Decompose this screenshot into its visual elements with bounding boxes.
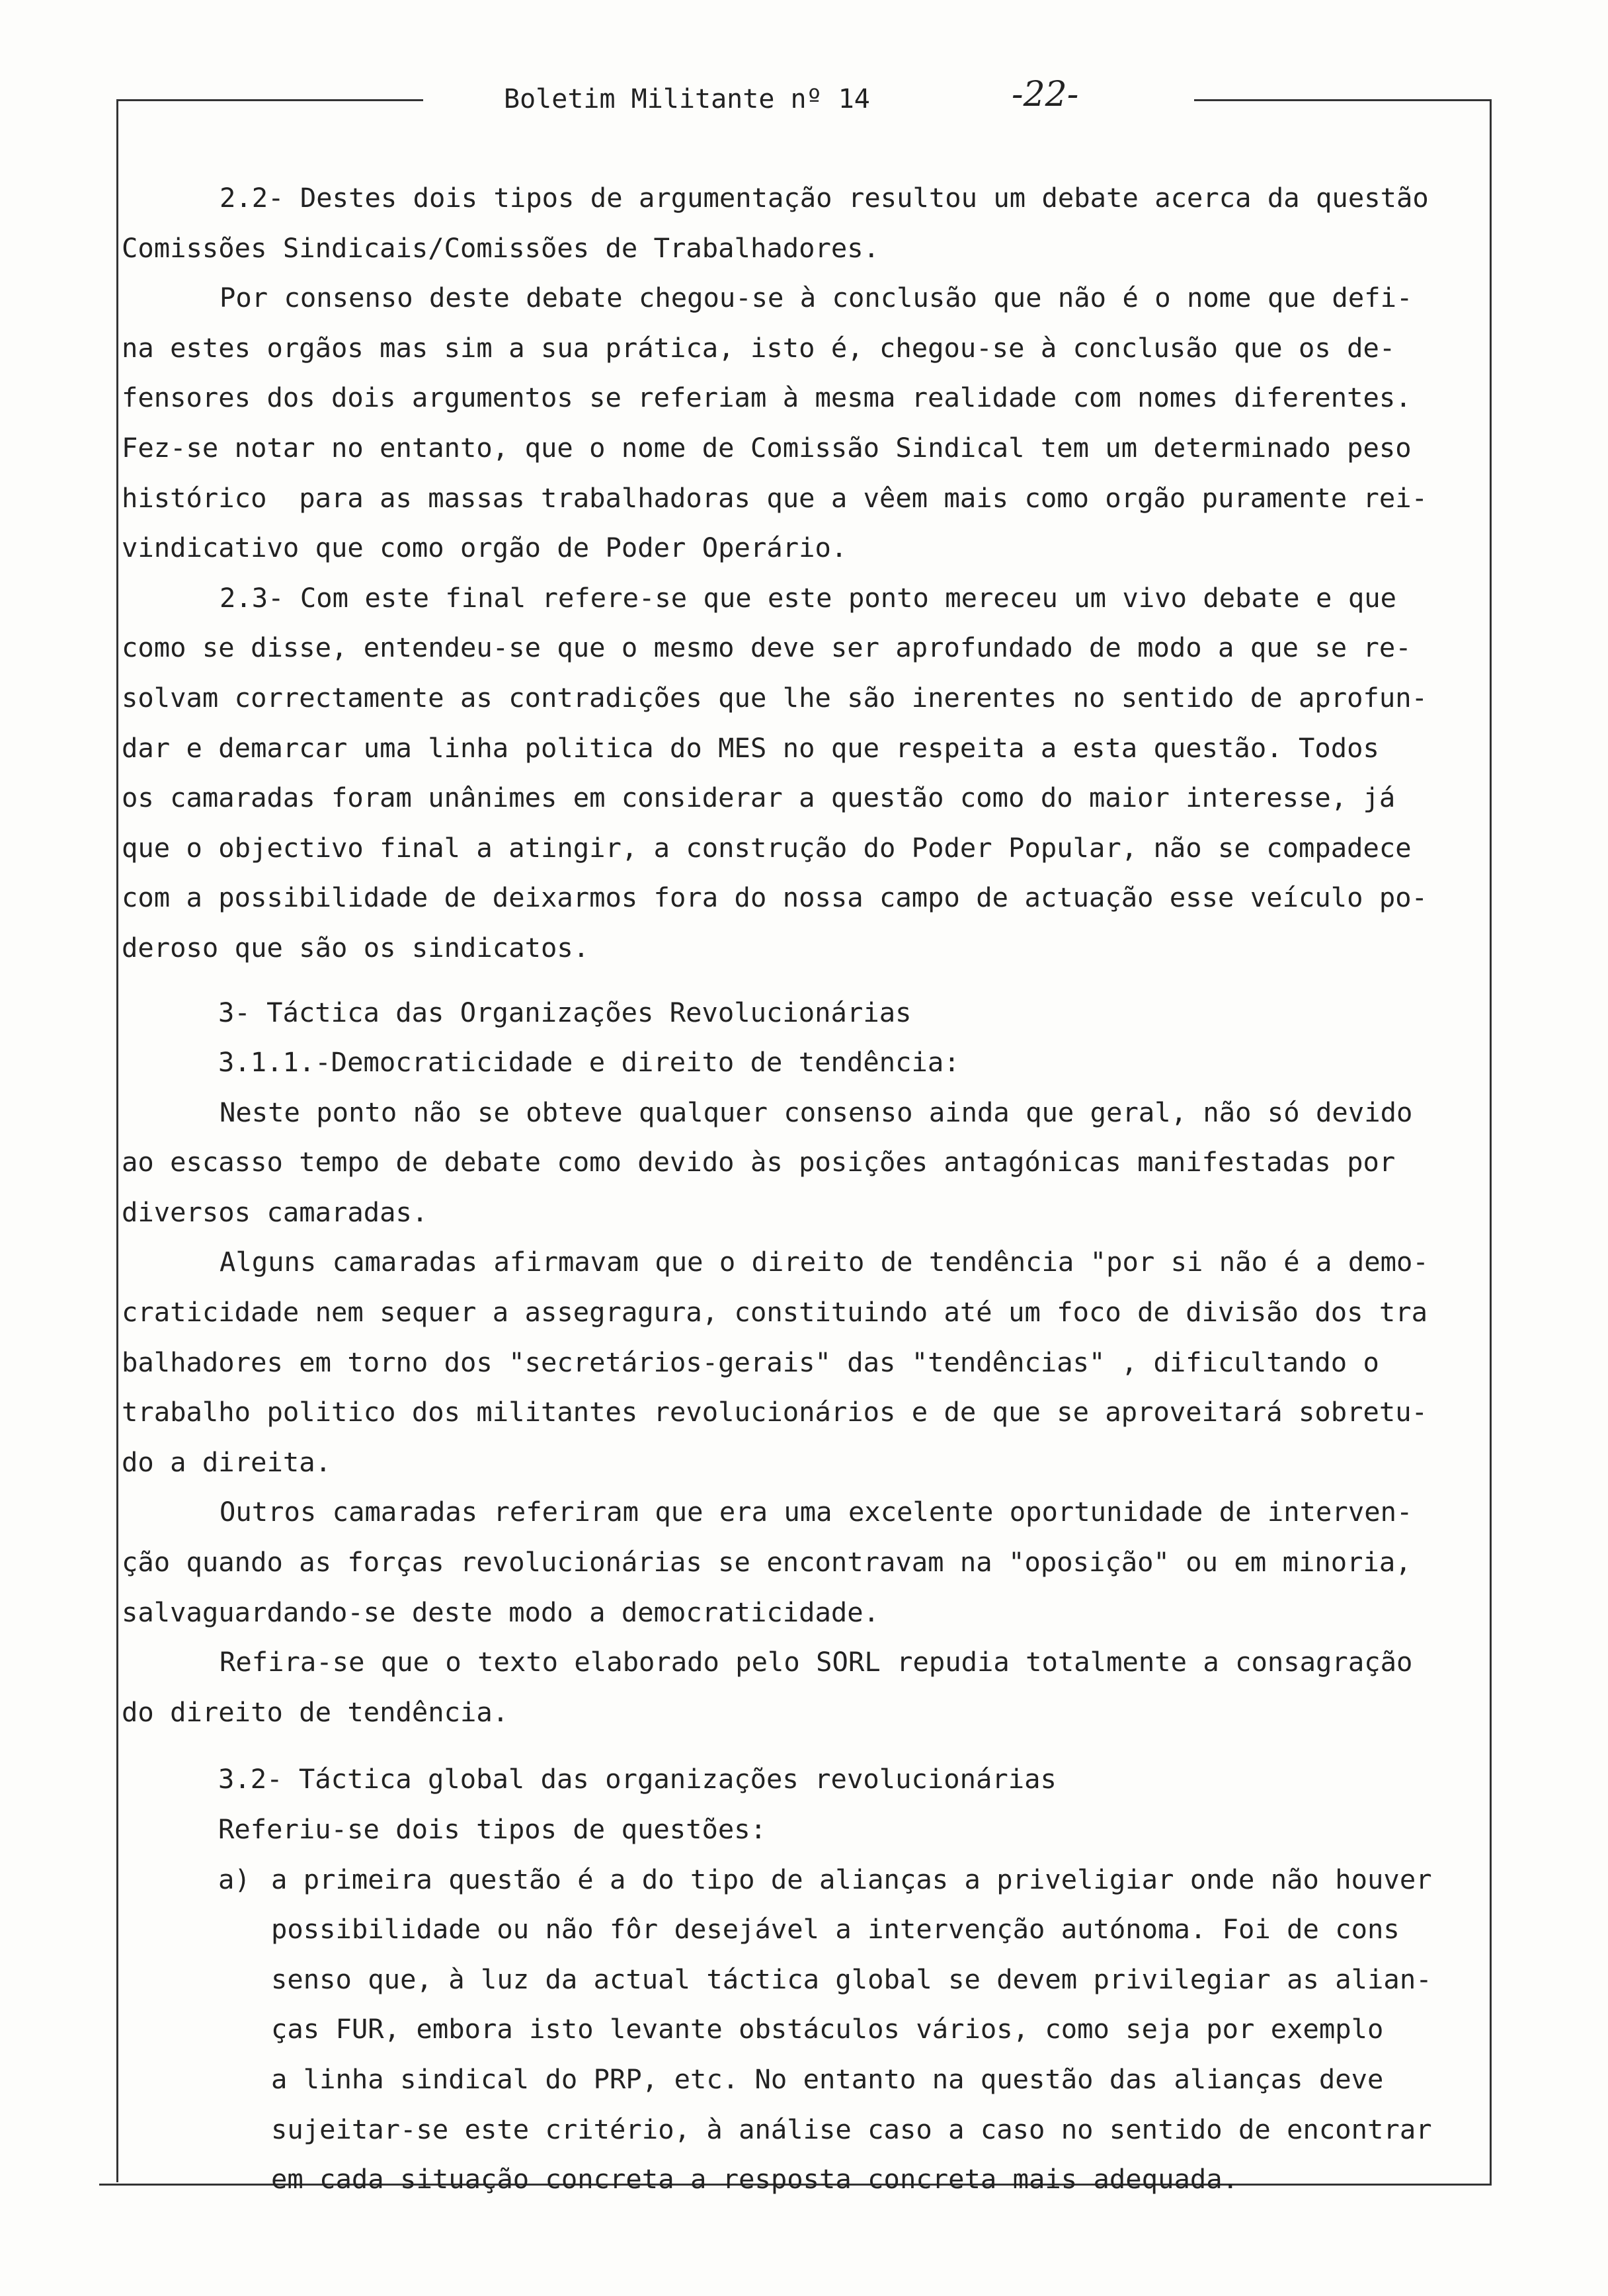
text-line: a primeira questão é a do tipo de alianças a priveligiar onde não houver <box>271 1863 1432 1895</box>
text-line: possibilidade ou não fôr desejável a intervenção autónoma. Foi de cons <box>271 1913 1400 1946</box>
section-2-3 <box>122 573 1464 973</box>
text-line: diversos camaradas. <box>122 1196 428 1228</box>
text-line: solvam correctamente as contradições que lhe são inerentes no sentido de aprofun- <box>122 681 1428 714</box>
subsection-heading: 3.2- Táctica global das organizações revolucionárias <box>218 1763 1057 1795</box>
text-line: ção quando as forças revolucionárias se encontravam na "oposição" ou em minoria, <box>122 1546 1412 1578</box>
text-line: Neste ponto não se obteve qualquer consenso ainda que geral, não só devido <box>220 1096 1413 1128</box>
text-line: ao escasso tempo de debate como devido às posições antagónicas manifestadas por <box>122 1146 1396 1178</box>
text-line: dar e demarcar uma linha politica do MES no que respeita a esta questão. Todos <box>122 731 1379 764</box>
text-line: Fez-se notar no entanto, que o nome de Comissão Sindical tem um determinado peso <box>122 431 1412 464</box>
paragraph <box>122 1637 1464 1737</box>
frame-top-right-rule <box>1194 99 1492 101</box>
text-line: que o objectivo final a atingir, a construção do Poder Popular, não se compadece <box>122 831 1412 864</box>
body-text <box>122 173 1464 2205</box>
text-line: Referiu-se dois tipos de questões: <box>218 1813 767 1845</box>
text-line: 2.2- Destes dois tipos de argumentação resultou um debate acerca da questão <box>220 182 1429 214</box>
section-2-2 <box>122 173 1464 573</box>
text-line: Refira-se que o texto elaborado pelo SORL repudia totalmente a consagração <box>220 1646 1413 1678</box>
subsection-heading: 3.1.1.-Democraticidade e direito de tendência: <box>218 1046 960 1079</box>
text-line: deroso que são os sindicatos. <box>122 931 590 964</box>
text-line: histórico para as massas trabalhadoras que a vêem mais como orgão puramente rei- <box>122 481 1428 514</box>
text-line: do direito de tendência. <box>122 1696 509 1728</box>
text-line: vindicativo que como orgão de Poder Operário. <box>122 532 848 564</box>
text-line: ças FUR, embora isto levante obstáculos vários, como seja por exemplo <box>271 2013 1384 2045</box>
paragraph <box>122 1088 1464 1238</box>
text-line: sujeitar-se este critério, à análise caso a caso no sentido de encontrar <box>271 2113 1432 2145</box>
list-item <box>122 1855 1464 2205</box>
list-item-marker: a) <box>218 1863 251 1895</box>
text-line: salvaguardando-se deste modo a democraticidade. <box>122 1596 880 1628</box>
text-line: Alguns camaradas afirmavam que o direito de tendência "por si não é a demo- <box>220 1246 1429 1278</box>
text-line: em cada situação concreta a resposta concreta mais adequada. <box>271 2163 1238 2195</box>
text-line: balhadores em torno dos "secretários-gerais" das "tendências" , dificultando o <box>122 1346 1379 1378</box>
frame-left-rule <box>116 99 118 2182</box>
text-line: Outros camaradas referiram que era uma excelente oportunidade de interven- <box>220 1496 1413 1528</box>
text-line: a linha sindical do PRP, etc. No entanto na questão das alianças deve <box>271 2063 1384 2095</box>
header-title: Boletim Militante nº 14 <box>504 84 870 114</box>
text-line: craticidade nem sequer a assegragura, constituindo até um foco de divisão dos tra <box>122 1296 1428 1329</box>
text-line: como se disse, entendeu-se que o mesmo deve ser aprofundado de modo a que se re- <box>122 632 1412 664</box>
paragraph <box>122 1487 1464 1637</box>
text-line: trabalho politico dos militantes revolucionários e de que se aproveitará sobretu- <box>122 1396 1428 1428</box>
page-number: -22- <box>1012 75 1079 114</box>
text-line: fensores dos dois argumentos se referiam à mesma realidade com nomes diferentes. <box>122 382 1412 414</box>
text-line: 2.3- Com este final refere-se que este ponto mereceu um vivo debate e que <box>220 581 1396 614</box>
text-line: com a possibilidade de deixarmos fora do nossa campo de actuação esse veículo po- <box>122 882 1428 914</box>
text-line: os camaradas foram unânimes em considerar a questão como do maior interesse, já <box>122 782 1396 814</box>
text-line: Comissões Sindicais/Comissões de Trabalhadores. <box>122 231 880 264</box>
paragraph <box>122 1237 1464 1487</box>
frame-top-left-rule <box>116 99 423 101</box>
frame-right-rule <box>1490 99 1492 2186</box>
text-line: na estes orgãos mas sim a sua prática, isto é, chegou-se à conclusão que os de- <box>122 331 1396 364</box>
text-line: Por consenso deste debate chegou-se à conclusão que não é o nome que defi- <box>220 282 1413 314</box>
text-line: do a direita. <box>122 1446 331 1478</box>
section-heading: 3- Táctica das Organizações Revolucionárias <box>218 996 912 1028</box>
text-line: senso que, à luz da actual táctica global se devem privilegiar as alian- <box>271 1963 1432 1995</box>
